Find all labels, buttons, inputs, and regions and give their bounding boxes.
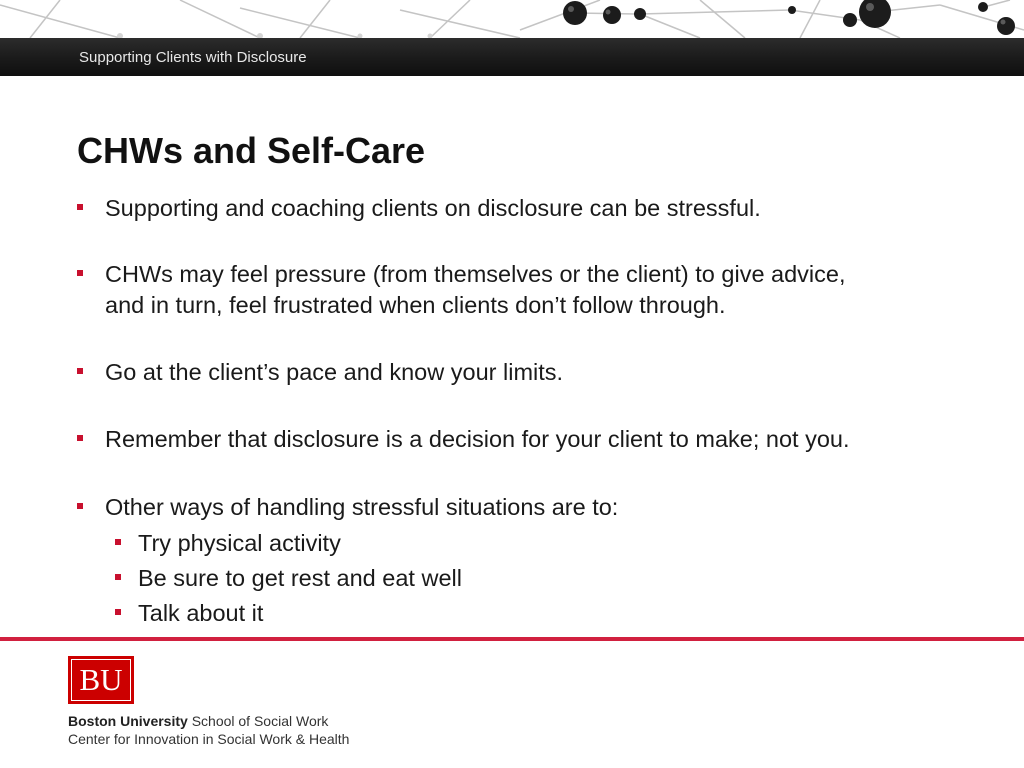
sub-bullet-item: Talk about it xyxy=(138,600,264,626)
slide-title: CHWs and Self-Care xyxy=(77,130,426,171)
bullet-marker-icon xyxy=(77,503,83,509)
footer-center: Center for Innovation in Social Work & Health xyxy=(68,731,350,747)
bullet-item xyxy=(105,492,618,523)
sub-bullet-item: Try physical activity xyxy=(138,530,341,556)
bullet-marker-icon xyxy=(77,270,83,276)
sub-bullet-marker-icon xyxy=(115,609,121,615)
bullet-line: and in turn, feel frustrated when clients don’t follow through. xyxy=(105,292,726,318)
sub-bullet-marker-icon xyxy=(115,574,121,580)
header-title: Supporting Clients with Disclosure xyxy=(79,49,307,66)
bullet-marker-icon xyxy=(77,204,83,210)
bullet-line: Go at the client’s pace and know your limits. xyxy=(105,359,564,385)
footer-divider xyxy=(0,637,1024,641)
bullet-line: Remember that disclosure is a decision for your client to make; not you. xyxy=(105,426,850,452)
bullet-item xyxy=(105,424,850,455)
bullet-line: CHWs may feel pressure (from themselves or the client) to give advice, xyxy=(105,261,846,287)
bullet-marker-icon xyxy=(77,368,83,374)
bullet-marker-icon xyxy=(77,435,83,441)
bullet-line: Other ways of handling stressful situations are to: xyxy=(105,494,619,520)
bullet-item xyxy=(105,193,761,224)
bu-logo-text: BU xyxy=(71,659,131,701)
header-bar xyxy=(0,38,1024,76)
footer-university: Boston University xyxy=(68,713,188,729)
footer-institution xyxy=(68,713,328,729)
bullet-line: Supporting and coaching clients on disclosure can be stressful. xyxy=(105,195,761,221)
sub-bullet-marker-icon xyxy=(115,539,121,545)
bullet-item xyxy=(105,357,563,388)
bu-logo xyxy=(68,656,134,704)
bullet-item xyxy=(105,259,846,321)
footer-school: School of Social Work xyxy=(187,713,329,729)
molecular-network-decoration xyxy=(0,0,1024,40)
sub-bullet-item: Be sure to get rest and eat well xyxy=(138,565,462,591)
